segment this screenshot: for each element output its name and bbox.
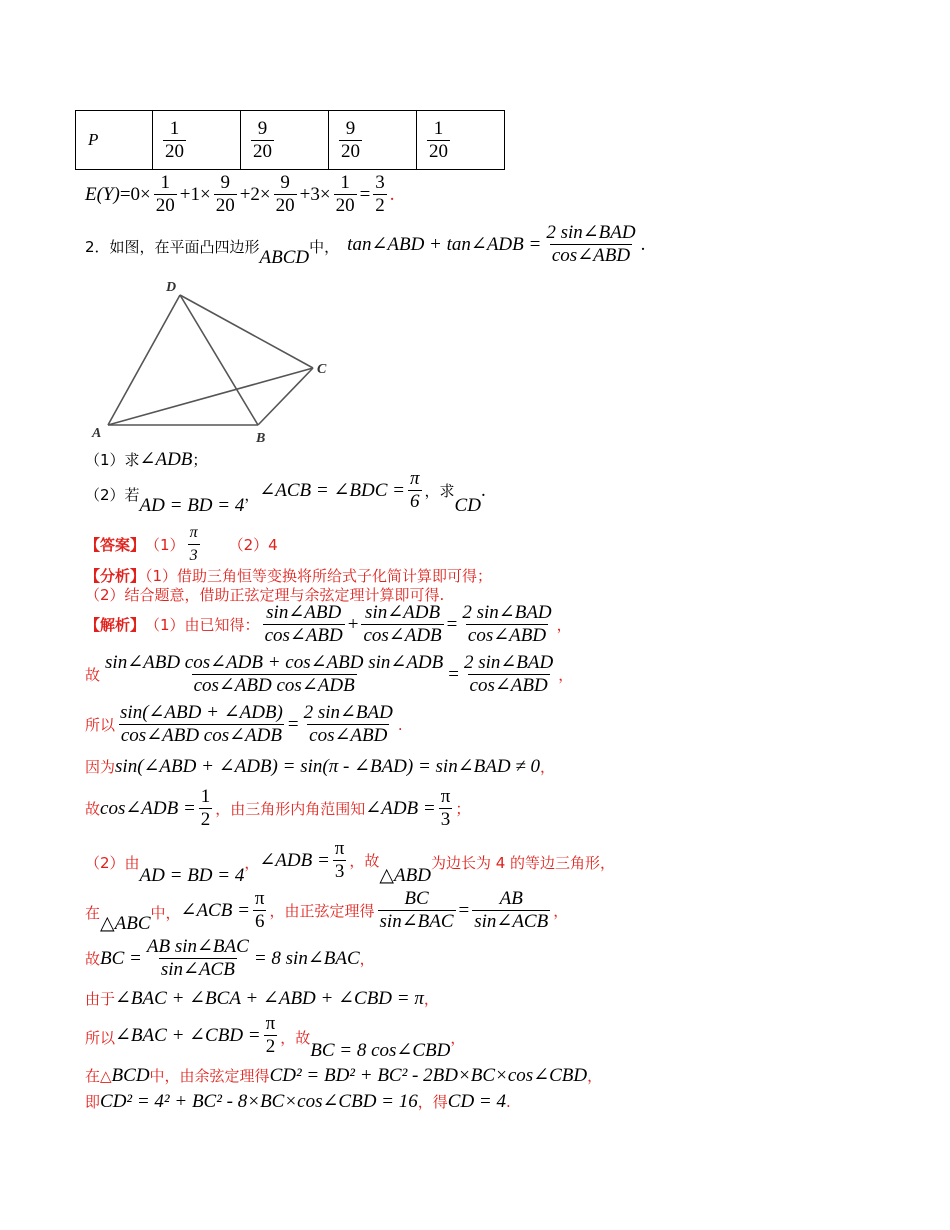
frac-den: 3 (440, 809, 451, 830)
s1-prefix: （1）由已知得： (145, 616, 260, 634)
frac-num: sin∠ADB (365, 602, 441, 623)
frac-den: cos∠ABD (467, 625, 547, 646)
expectation-term: =0× (119, 183, 151, 205)
cell-denominator: 20 (429, 140, 448, 162)
s1-eq: = (446, 613, 458, 635)
s12-end: . (505, 1092, 511, 1111)
expectation-term: +2× (239, 183, 271, 205)
q2-prefix: （2）若 (85, 486, 140, 504)
label-d: D (166, 280, 177, 295)
s6-expr1: AD = BD = 4 (139, 865, 245, 886)
expectation-term: +3× (299, 183, 331, 205)
problem-mid: 中， (309, 238, 340, 256)
s7-eq: = (458, 899, 470, 921)
solution-step-11 (85, 1064, 602, 1087)
s10-expr: ∠BAC + ∠CBD = (115, 1025, 261, 1046)
s12-mid: ，得 (417, 1093, 448, 1111)
frac-num: 3 (375, 172, 385, 193)
s7-expr: ∠ACB = (180, 900, 250, 921)
s8-end: ， (359, 950, 375, 968)
edge-ad (108, 295, 180, 425)
s10-mid: ，故 (280, 1029, 311, 1047)
solution-step-10 (85, 1013, 466, 1061)
frac-num: π (265, 1013, 276, 1034)
edge-ac (108, 368, 313, 425)
answer-part2: （2）4 (228, 536, 278, 554)
frac-den: cos∠ABD (551, 245, 631, 266)
analysis-line1 (85, 565, 492, 586)
s5-mid: ，由三角形内角范围知 (215, 800, 366, 818)
frac-num: sin∠ABD (266, 602, 342, 623)
frac-num: 2 sin∠BAD (546, 222, 636, 243)
q2-comma: ， (244, 486, 260, 504)
s3-prefix: 所以 (85, 716, 116, 734)
solution-step-4 (85, 755, 555, 778)
s6-mid: ，故 (349, 852, 380, 870)
s12-expr: CD² = 4² + BC² - 8×BC×cos∠CBD = 16 (100, 1091, 418, 1112)
frac-num: AB (499, 888, 523, 909)
solution-step-3 (85, 702, 403, 747)
s6-triangle: △ABD (379, 865, 431, 886)
frac-num: 2 sin∠BAD (463, 652, 554, 673)
s7-mid2: ，由正弦定理得 (269, 902, 375, 920)
frac-den: 2 (265, 1036, 276, 1057)
expectation-line (85, 172, 395, 217)
frac-den: cos∠ABD (264, 625, 343, 646)
s2-prefix: 故 (85, 666, 101, 684)
frac-den: 20 (155, 195, 175, 216)
analysis-text1: （1）借助三角恒等变换将所给式子化简计算即可得； (145, 567, 493, 585)
frac-num: 1 (160, 172, 171, 193)
table-cell (329, 111, 417, 170)
s9-expr: ∠BAC + ∠BCA + ∠ABD + ∠CBD = π (115, 988, 424, 1009)
s1-end: ， (556, 616, 572, 634)
cell-numerator: 9 (345, 117, 356, 139)
analysis-text2: （2）结合题意，借助正弦定理与余弦定理计算即可得. (85, 586, 445, 604)
frac-den: cos∠ADB (363, 625, 442, 646)
solution-step-7 (85, 888, 568, 933)
frac-num: AB sin∠BAC (146, 936, 249, 957)
frac-num: 2 sin∠BAD (303, 702, 393, 723)
answer-tag: 【答案】 (85, 536, 146, 554)
problem-end: . (640, 233, 646, 255)
frac-den: cos∠ABD (309, 725, 388, 746)
s11-end: ， (587, 1067, 603, 1085)
table-cell (241, 111, 329, 170)
edge-dc (180, 295, 313, 368)
solution-step-12 (85, 1090, 511, 1113)
cell-denominator: 20 (165, 140, 184, 162)
s5-end: ； (455, 800, 471, 818)
s11-triangle: BCD (111, 1064, 150, 1086)
frac-den: 3 (188, 544, 200, 567)
frac-den: cos∠ABD cos∠ADB (193, 675, 355, 696)
frac-num: 9 (280, 172, 290, 193)
solution-tag: 【解析】 (85, 616, 146, 634)
s6-prefix: （2）由 (85, 854, 140, 872)
expectation-end: . (389, 183, 395, 205)
table-cell (417, 111, 505, 170)
s5-prefix: 故 (85, 800, 101, 818)
problem-intro: 2．如图，在平面凸四边形 (85, 238, 260, 256)
s8-lhs: BC = (100, 947, 142, 969)
solution-step-5 (85, 786, 470, 831)
solution-step-2 (85, 652, 573, 697)
s7-end: ， (553, 902, 569, 920)
table-label-cell (76, 111, 153, 170)
q1-end: ； (192, 451, 208, 469)
frac-den: sin∠ACB (160, 959, 235, 980)
q2-cd: CD (454, 495, 481, 516)
question-2 (85, 468, 486, 516)
label-b: B (256, 431, 266, 446)
edge-db (180, 295, 258, 425)
frac-num: BC (404, 888, 429, 909)
s10-prefix: 所以 (85, 1029, 116, 1047)
frac-den: 20 (335, 195, 355, 216)
s6-expr2: ∠ADB = (259, 850, 330, 871)
s4-end: ， (540, 758, 556, 776)
frac-num: π (189, 524, 198, 541)
s4-expr: sin(∠ABD + ∠ADB) = sin(π - ∠BAD) = sin∠BAD ≠ 0 (115, 756, 540, 777)
frac-den: 6 (410, 491, 420, 512)
cell-numerator: 1 (169, 117, 180, 139)
table-label: P (88, 130, 99, 149)
frac-den: 3 (334, 861, 345, 882)
frac-den: 6 (254, 911, 265, 932)
frac-den: 20 (275, 195, 295, 216)
q2-expr1: AD = BD = 4 (139, 495, 245, 516)
q1-expr: ∠ADB (139, 449, 193, 470)
q2-end: . (480, 479, 486, 501)
frac-den: cos∠ABD (469, 675, 548, 696)
frac-num: sin∠ABD cos∠ADB + cos∠ABD sin∠ADB (105, 652, 444, 673)
s4-prefix: 因为 (85, 758, 116, 776)
quadrilateral-figure (88, 275, 338, 450)
s8-prefix: 故 (85, 950, 101, 968)
s12-expr2: CD = 4 (447, 1090, 506, 1112)
problem-condition: tan∠ABD + tan∠ADB = (347, 234, 542, 255)
cell-denominator: 20 (253, 140, 272, 162)
s7-triangle: △ABC (100, 913, 151, 934)
expectation-term: = (359, 183, 371, 205)
s2-end: ， (558, 666, 574, 684)
problem-quad: ABCD (259, 247, 310, 268)
probability-table (75, 110, 505, 170)
frac-num: 9 (220, 172, 230, 193)
s11-expr: CD² = BD² + BC² - 2BD×BC×cos∠CBD (269, 1065, 588, 1086)
frac-num: π (334, 838, 345, 859)
solution-step-8 (85, 936, 375, 981)
frac-num: π (254, 888, 265, 909)
problem-statement (85, 222, 645, 267)
frac-den: cos∠ABD cos∠ADB (120, 725, 282, 746)
answer-line (85, 522, 278, 567)
s7-mid: 中， (150, 904, 181, 922)
s9-end: ， (423, 990, 439, 1008)
frac-den: sin∠BAC (379, 911, 454, 932)
s10-end: ， (450, 1029, 466, 1047)
s2-eq: = (448, 663, 459, 685)
label-a: A (92, 426, 102, 441)
s3-eq: = (287, 713, 299, 735)
expectation-lhs: E(Y) (85, 183, 120, 205)
q1-prefix: （1）求 (85, 451, 140, 469)
edge-bc (258, 368, 313, 425)
frac-den: 2 (375, 195, 385, 216)
s1-plus: + (347, 613, 359, 635)
q2-ask: ，求 (424, 482, 455, 500)
cell-denominator: 20 (341, 140, 360, 162)
expectation-term: +1× (179, 183, 211, 205)
s7-prefix: 在 (85, 904, 101, 922)
solution-step-9 (85, 987, 439, 1010)
s9-prefix: 由于 (85, 990, 116, 1008)
frac-num: 1 (340, 172, 350, 193)
s8-rhs: = 8 sin∠BAC (253, 948, 360, 969)
frac-den: sin∠ACB (474, 911, 549, 932)
s6-end: 为边长为 4 的等边三角形， (430, 854, 616, 872)
s3-end: . (397, 715, 403, 734)
cell-numerator: 1 (433, 117, 444, 139)
analysis-tag: 【分析】 (85, 567, 146, 585)
cell-numerator: 9 (257, 117, 268, 139)
answer-part1: （1） (145, 536, 185, 554)
solution-step-1 (85, 602, 572, 647)
frac-num: sin(∠ABD + ∠ADB) (120, 702, 283, 723)
table-cell (153, 111, 241, 170)
s11-mid: 中，由余弦定理得 (149, 1067, 270, 1085)
q2-expr2: ∠ACB = ∠BDC = (259, 480, 405, 501)
solution-step-6 (85, 838, 616, 886)
s10-expr2: BC = 8 cos∠CBD (310, 1040, 451, 1061)
frac-num: π (440, 786, 451, 807)
s5-expr2: ∠ADB = (365, 798, 436, 819)
s5-expr: cos∠ADB = (100, 798, 196, 819)
frac-num: π (409, 468, 420, 489)
s11-prefix: 在△ (85, 1067, 112, 1085)
s12-prefix: 即 (85, 1093, 101, 1111)
frac-num: 2 sin∠BAD (462, 602, 552, 623)
label-c: C (317, 362, 327, 377)
frac-den: 2 (200, 809, 211, 830)
s6-comma: ， (244, 854, 260, 872)
frac-den: 20 (215, 195, 235, 216)
frac-num: 1 (200, 786, 211, 807)
